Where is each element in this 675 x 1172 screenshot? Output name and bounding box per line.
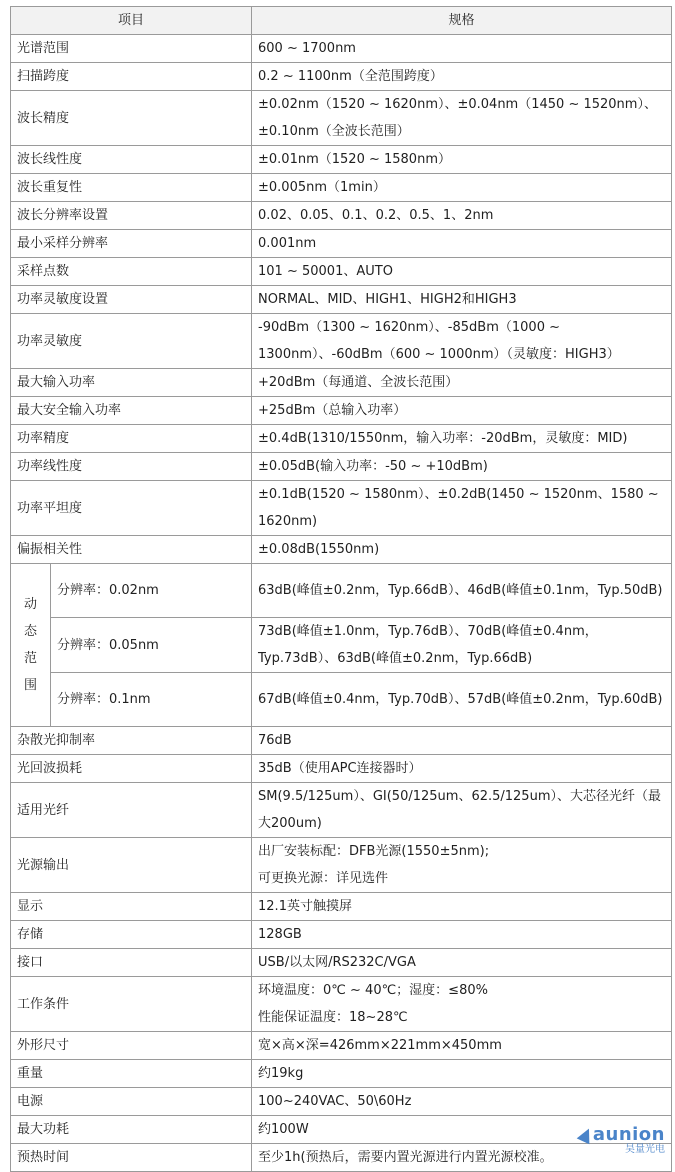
row-spec: SM(9.5/125um）、GI(50/125um、62.5/125um）、大芯径光纤（最大200um) bbox=[252, 783, 672, 838]
table-row bbox=[11, 1116, 672, 1144]
row-item: 最大安全输入功率 bbox=[11, 397, 252, 425]
row-item: 光谱范围 bbox=[11, 35, 252, 63]
table-row bbox=[11, 481, 672, 536]
table-row bbox=[11, 35, 672, 63]
row-spec: 35dB（使用APC连接器时） bbox=[252, 755, 672, 783]
dynamic-range-sub: 分辨率：0.1nm bbox=[51, 673, 252, 727]
table-row bbox=[11, 893, 672, 921]
dynamic-range-char: 围 bbox=[23, 678, 37, 693]
dynamic-range-row bbox=[11, 564, 672, 618]
table-row bbox=[11, 286, 672, 314]
row-item: 接口 bbox=[11, 949, 252, 977]
row-item: 外形尺寸 bbox=[11, 1032, 252, 1060]
table-row bbox=[11, 1144, 672, 1172]
row-spec: ±0.01nm（1520 ~ 1580nm） bbox=[252, 146, 672, 174]
row-item: 偏振相关性 bbox=[11, 536, 252, 564]
watermark-sub: 昊量光电 bbox=[625, 1144, 665, 1155]
dynamic-range-spec: 73dB(峰值±1.0nm，Typ.76dB）、70dB(峰值±0.4nm，Typ.73dB）、63dB(峰值±0.2nm，Typ.66dB) bbox=[252, 618, 672, 673]
table-row bbox=[11, 727, 672, 755]
row-spec: NORMAL、MID、HIGH1、HIGH2和HIGH3 bbox=[252, 286, 672, 314]
spec-line: 出厂安装标配：DFB光源(1550±5nm); bbox=[258, 844, 490, 859]
row-spec: ±0.08dB(1550nm) bbox=[252, 536, 672, 564]
dynamic-range-spec: 67dB(峰值±0.4nm，Typ.70dB）、57dB(峰值±0.2nm，Typ.60dB) bbox=[252, 673, 672, 727]
row-item: 最小采样分辨率 bbox=[11, 230, 252, 258]
table-row bbox=[11, 91, 672, 146]
dynamic-range-spec: 63dB(峰值±0.2nm，Typ.66dB）、46dB(峰值±0.1nm，Typ.50dB) bbox=[252, 564, 672, 618]
table-row bbox=[11, 783, 672, 838]
row-spec: 101 ~ 50001、AUTO bbox=[252, 258, 672, 286]
row-spec: USB/以太网/RS232C/VGA bbox=[252, 949, 672, 977]
table-row bbox=[11, 63, 672, 91]
table-row bbox=[11, 146, 672, 174]
table-row bbox=[11, 755, 672, 783]
row-spec: 0.2 ~ 1100nm（全范围跨度） bbox=[252, 63, 672, 91]
table-row bbox=[11, 369, 672, 397]
spec-line: 环境温度：0℃ ~ 40℃；湿度：≤80% bbox=[258, 983, 488, 998]
row-spec: +20dBm（每通道、全波长范围） bbox=[252, 369, 672, 397]
watermark-brand: aunion bbox=[592, 1124, 665, 1145]
table-row bbox=[11, 425, 672, 453]
table-row bbox=[11, 174, 672, 202]
row-item: 光回波损耗 bbox=[11, 755, 252, 783]
row-item: 波长重复性 bbox=[11, 174, 252, 202]
row-item: 电源 bbox=[11, 1088, 252, 1116]
row-spec: 约19kg bbox=[252, 1060, 672, 1088]
row-spec: 600 ~ 1700nm bbox=[252, 35, 672, 63]
dynamic-range-row bbox=[11, 618, 672, 673]
row-spec: +25dBm（总输入功率） bbox=[252, 397, 672, 425]
table-row bbox=[11, 314, 672, 369]
row-item: 波长线性度 bbox=[11, 146, 252, 174]
table-row bbox=[11, 536, 672, 564]
row-spec: ±0.05dB(输入功率：-50 ~ +10dBm) bbox=[252, 453, 672, 481]
row-item: 适用光纤 bbox=[11, 783, 252, 838]
table-row bbox=[11, 949, 672, 977]
table-row bbox=[11, 1032, 672, 1060]
row-item: 显示 bbox=[11, 893, 252, 921]
row-item: 波长精度 bbox=[11, 91, 252, 146]
table-row bbox=[11, 202, 672, 230]
table-row bbox=[11, 838, 672, 893]
row-spec: 至少1h(预热后，需要内置光源进行内置光源校准。 bbox=[252, 1144, 672, 1172]
row-spec: ±0.4dB(1310/1550nm，输入功率：-20dBm，灵敏度：MID) bbox=[252, 425, 672, 453]
row-item: 预热时间 bbox=[11, 1144, 252, 1172]
table-row bbox=[11, 977, 672, 1032]
row-item: 杂散光抑制率 bbox=[11, 727, 252, 755]
row-item: 光源输出 bbox=[11, 838, 252, 893]
row-item: 功率平坦度 bbox=[11, 481, 252, 536]
table-row bbox=[11, 258, 672, 286]
spec-line: 性能保证温度：18~28℃ bbox=[258, 1010, 408, 1025]
row-spec: 128GB bbox=[252, 921, 672, 949]
table-header-row bbox=[11, 7, 672, 35]
row-spec: 宽×高×深=426mm×221mm×450mm bbox=[252, 1032, 672, 1060]
row-item: 最大输入功率 bbox=[11, 369, 252, 397]
dynamic-range-char: 范 bbox=[23, 651, 37, 666]
row-item: 最大功耗 bbox=[11, 1116, 252, 1144]
row-item: 采样点数 bbox=[11, 258, 252, 286]
row-item: 功率灵敏度 bbox=[11, 314, 252, 369]
row-spec: ±0.1dB(1520 ~ 1580nm）、±0.2dB(1450 ~ 1520nm、1580 ~ 1620nm) bbox=[252, 481, 672, 536]
row-spec: ±0.02nm（1520 ~ 1620nm）、±0.04nm（1450 ~ 1520nm）、±0.10nm（全波长范围） bbox=[252, 91, 672, 146]
row-item: 功率灵敏度设置 bbox=[11, 286, 252, 314]
dynamic-range-row bbox=[11, 673, 672, 727]
row-item: 存储 bbox=[11, 921, 252, 949]
dynamic-range-char: 动 bbox=[23, 597, 37, 612]
row-item: 重量 bbox=[11, 1060, 252, 1088]
row-spec: 0.02、0.05、0.1、0.2、0.5、1、2nm bbox=[252, 202, 672, 230]
header-item: 项目 bbox=[11, 7, 252, 35]
dynamic-range-sub: 分辨率：0.02nm bbox=[51, 564, 252, 618]
dynamic-range-label bbox=[11, 564, 51, 727]
row-spec: 12.1英寸触摸屏 bbox=[252, 893, 672, 921]
row-spec: 100~240VAC、50\60Hz bbox=[252, 1088, 672, 1116]
table-row bbox=[11, 453, 672, 481]
table-row bbox=[11, 397, 672, 425]
row-item: 功率线性度 bbox=[11, 453, 252, 481]
spec-table bbox=[10, 6, 672, 1172]
header-spec: 规格 bbox=[252, 7, 672, 35]
row-spec bbox=[252, 977, 672, 1032]
table-row bbox=[11, 1060, 672, 1088]
row-spec: 0.001nm bbox=[252, 230, 672, 258]
row-item: 波长分辨率设置 bbox=[11, 202, 252, 230]
table-row bbox=[11, 921, 672, 949]
row-spec: 约100W bbox=[252, 1116, 672, 1144]
row-item: 工作条件 bbox=[11, 977, 252, 1032]
row-item: 功率精度 bbox=[11, 425, 252, 453]
table-row bbox=[11, 230, 672, 258]
dynamic-range-sub: 分辨率：0.05nm bbox=[51, 618, 252, 673]
dynamic-range-char: 态 bbox=[23, 624, 37, 639]
row-spec bbox=[252, 838, 672, 893]
row-spec: ±0.005nm（1min） bbox=[252, 174, 672, 202]
table-row bbox=[11, 1088, 672, 1116]
row-item: 扫描跨度 bbox=[11, 63, 252, 91]
spec-line: 可更换光源：详见选件 bbox=[258, 871, 389, 886]
row-spec: -90dBm（1300 ~ 1620nm）、-85dBm（1000 ~ 1300nm）、-60dBm（600 ~ 1000nm）（灵敏度：HIGH3） bbox=[252, 314, 672, 369]
row-spec: 76dB bbox=[252, 727, 672, 755]
